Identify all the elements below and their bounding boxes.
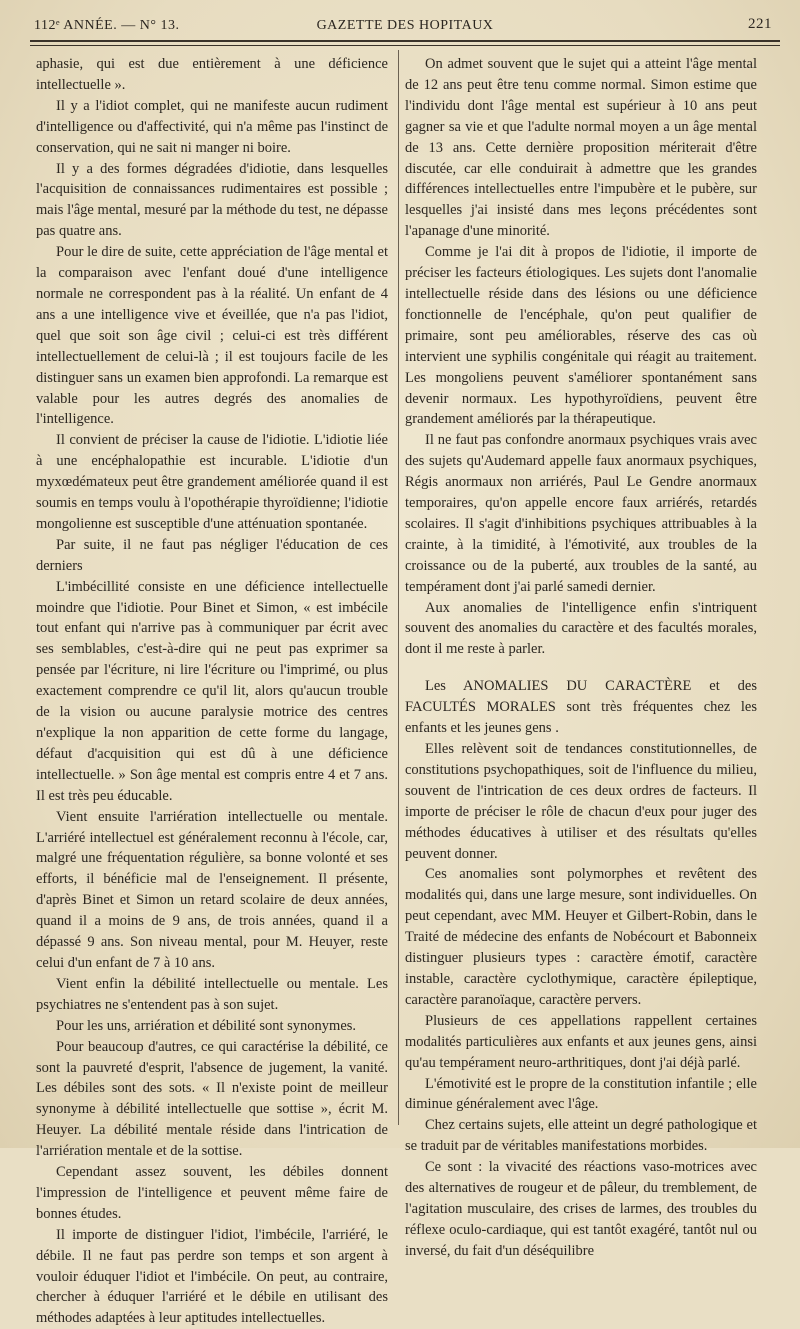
page-header xyxy=(30,14,780,36)
paragraph: Elles relèvent soit de tendances constitutionnelles, de constitutions psychopathiques, soit de l'influence du milieu, souvent de l'intrication de ces deux ordres de facteurs. Il importe de préciser le rôle de chacun d'eux pour juger des méthodes éducatives à utiliser et des résultats qu'elles peuvent donner. xyxy=(405,741,757,862)
right-column xyxy=(405,54,757,1259)
paragraph: On admet souvent que le sujet qui a atteint l'âge mental de 12 ans peut être tenu comme normal. Simon estime que l'individu dont l'âge mental est supérieur à 10 ans peut gagner sa vie et que l'adulte normal moyen a un âge mental de 13 ans. Cette dernière proposition mériterait d'être discutée, car elle conduirait à admettre que les grandes différences intellectuelles entre l'impubère et le pubère, sur lesquelles j'ai insisté dans mes leçons précédentes sont l'apanage d'une minorité. xyxy=(405,56,757,240)
paragraph: Il y a des formes dégradées d'idiotie, dans lesquelles l'acquisition de connaissances rudimentaires est possible ; mais l'âge mental, mesuré par la méthode du test, ne dépasse pas quatre ans. xyxy=(36,160,388,240)
paragraph: Pour beaucoup d'autres, ce qui caractérise la débilité, ce sont la pauvreté d'esprit, l'absence de jugement, la vanité. Les débiles sont des sots. « Il n'existe point de meilleur synonyme à débilité intellectuelle que sottise », écrit M. Heuyer. La débilité mentale réside dans l'intrication de l'arriération mentale et de la sottise. xyxy=(36,1038,388,1160)
paragraph: Il convient de préciser la cause de l'idiotie. L'idiotie liée à une encéphalopathie est incurable. L'idiotie d'un myxœdémateux peut être grandement améliorée quand il est soumis en temps voulu à l'opothérapie thyroïdienne; l'idiotie mongolienne est susceptible d'une atténuation spontanée. xyxy=(36,432,388,532)
header-rule-thick xyxy=(30,40,780,42)
section-paragraph: Les ANOMALIES DU CARACTÈRE et des FACULTÉS MORALES sont très fréquentes chez les enfants et les jeunes gens . xyxy=(405,678,757,737)
paragraph: Comme je l'ai dit à propos de l'idiotie, il importe de préciser les facteurs étiologiques. Les sujets dont l'anomalie intellectuelle réside dans des lésions ou une déficience fonctionnelle de l'encéphale, qu'on peut qualifier de primaire, sont peu améliorables, réserve des cas où intervient une syphilis congénitale qui réagit au traitement. Les mongoliens peuvent s'améliorer spontanément sans devenir normaux. Les hypothyroïdiens, peuvent être grandement améliorés par la thérapeutique. xyxy=(405,244,757,428)
column-divider xyxy=(398,50,399,1125)
paragraph: Vient ensuite l'arriération intellectuelle ou mentale. L'arriéré intellectuel est généralement reconnu à l'école, car, malgré une fréquentation régulière, sa bonne volonté et ses efforts, il bénéficie mal de l'enseignement. Il présente, d'après Binet et Simon un retard scolaire de deux années, quand il a moins de 9 ans, de trois années, quand il a dépassé 9 ans. Son niveau mental, pour M. Heuyer, reste celui d'un enfant de 7 à 10 ans. xyxy=(36,808,388,971)
publication-title: GAZETTE DES HOPITAUX xyxy=(316,18,494,33)
paragraph: Ces anomalies sont polymorphes et revêtent des modalités qui, dans une large mesure, sont individuelles. On peut cependant, avec MM. Heuyer et Gilbert-Robin, dans le Traité de médecine des enfants de Nobécourt et Babonneix distinguer plusieurs types : caractère émotif, caractère instable, caractère cyclothymique, caractère épileptique, caractère paranoïaque, caractère pervers. xyxy=(405,866,757,1008)
paragraph: Chez certains sujets, elle atteint un degré pathologique et se traduit par de véritables manifestations morbides. xyxy=(405,1117,757,1155)
paragraph: L'émotivité est le propre de la constitution infantile ; elle diminue généralement avec l'âge. xyxy=(405,1075,757,1113)
header-rule-thin xyxy=(30,45,780,46)
left-column xyxy=(36,54,388,1327)
paragraph: Vient enfin la débilité intellectuelle ou mentale. Les psychiatres ne s'entendent pas à son sujet. xyxy=(36,975,388,1013)
paragraph: Plusieurs de ces appellations rappellent certaines modalités particulières aux enfants et aux jeunes gens, ainsi qu'au tempérament neuro-arthritiques, dont j'ai déjà parlé. xyxy=(405,1012,757,1071)
page-number: 221 xyxy=(748,16,772,32)
paragraph: Cependant assez souvent, les débiles donnent l'impression de l'intelligence et peuvent même faire de bonnes études. xyxy=(36,1164,388,1222)
paragraph: Il importe de distinguer l'idiot, l'imbécile, l'arriéré, le débile. Il ne faut pas perdre son temps et son argent à vouloir éduquer l'idiot et l'imbécile. On peut, au contraire, chercher à éduquer l'arriéré et le débile en utilisant des méthodes adaptées à leur aptitudes intellectuelles. xyxy=(36,1226,388,1327)
paragraph: Pour les uns, arriération et débilité sont synonymes. xyxy=(56,1017,357,1034)
paragraph: Aux anomalies de l'intelligence enfin s'intriquent souvent des anomalies du caractère et des facultés morales, dont il me reste à parler. xyxy=(405,599,757,658)
paragraph: Ce sont : la vivacité des réactions vaso-motrices avec des alternatives de rougeur et de pâleur, du tremblement, de l'agitation musculaire, des crises de larmes, des troubles du réflexe oculo-cardiaque, qui est tantôt exagéré, tantôt nul ou inversé, du fait d'un déséquilibre xyxy=(405,1159,757,1259)
paragraph: Pour le dire de suite, cette appréciation de l'âge mental et la comparaison avec l'enfant doué d'une intelligence normale ne correspondent pas à la réalité. Un enfant de 4 ans a une intelligence vive et éveillée, que n'a pas l'idiot, quel que soit son âge civil ; celui-ci est très différent intellectuellement de celui-là ; il est toujours facile de les distinguer sans un examen bien approfondi. La remarque est valable pour les autres degrés des anomalies de l'intelligence. xyxy=(36,244,388,428)
paragraph: Il ne faut pas confondre anormaux psychiques vrais avec des sujets qu'Audemard appelle faux anormaux psychiques, Régis anormaux non arriérés, Paul Le Gendre anormaux temporaires, qu'on appelle encore faux arriérés, retardés scolaires. Il s'agit d'inhibitions psychiques attribuables à la crainte, à la timidité, à l'émotivité, aux troubles de la croissance ou de la puberté, aux troubles de la santé, au tempérament dont j'ai parlé samedi dernier. xyxy=(405,432,757,595)
paragraph: Il y a l'idiot complet, qui ne manifeste aucun rudiment d'intelligence ou d'affectivité, qui n'a même pas l'instinct de conservation, qui ne sait ni manger ni boire. xyxy=(36,97,388,156)
paragraph: L'imbécillité consiste en une déficience intellectuelle moindre que l'idiotie. Pour Binet et Simon, « est imbécile tout enfant qui n'arrive pas à communiquer par écrit avec ses semblables, c'est-à-dire qui ne peut pas exprimer sa pensée par l'écriture, ni lire l'écriture ou l'imprimé, ou plus exactement comprendre ce qu'il lit, alors qu'aucun trouble de la vision ou aucune paralysie motrice des centres n'explique la non apparition de cette forme du langage, défaut d'acquisition qui est dû à une déficience intellectuelle. » Son âge mental est compris entre 4 et 7 ans. Il est très peu éducable. xyxy=(36,578,388,804)
issue-number: 112ᵉ ANNÉE. — N° 13. xyxy=(34,18,180,33)
paragraph: Par suite, il ne faut pas négliger l'éducation de ces derniers xyxy=(36,536,388,574)
paragraph: aphasie, qui est due entièrement à une déficience intellectuelle ». xyxy=(36,56,388,93)
